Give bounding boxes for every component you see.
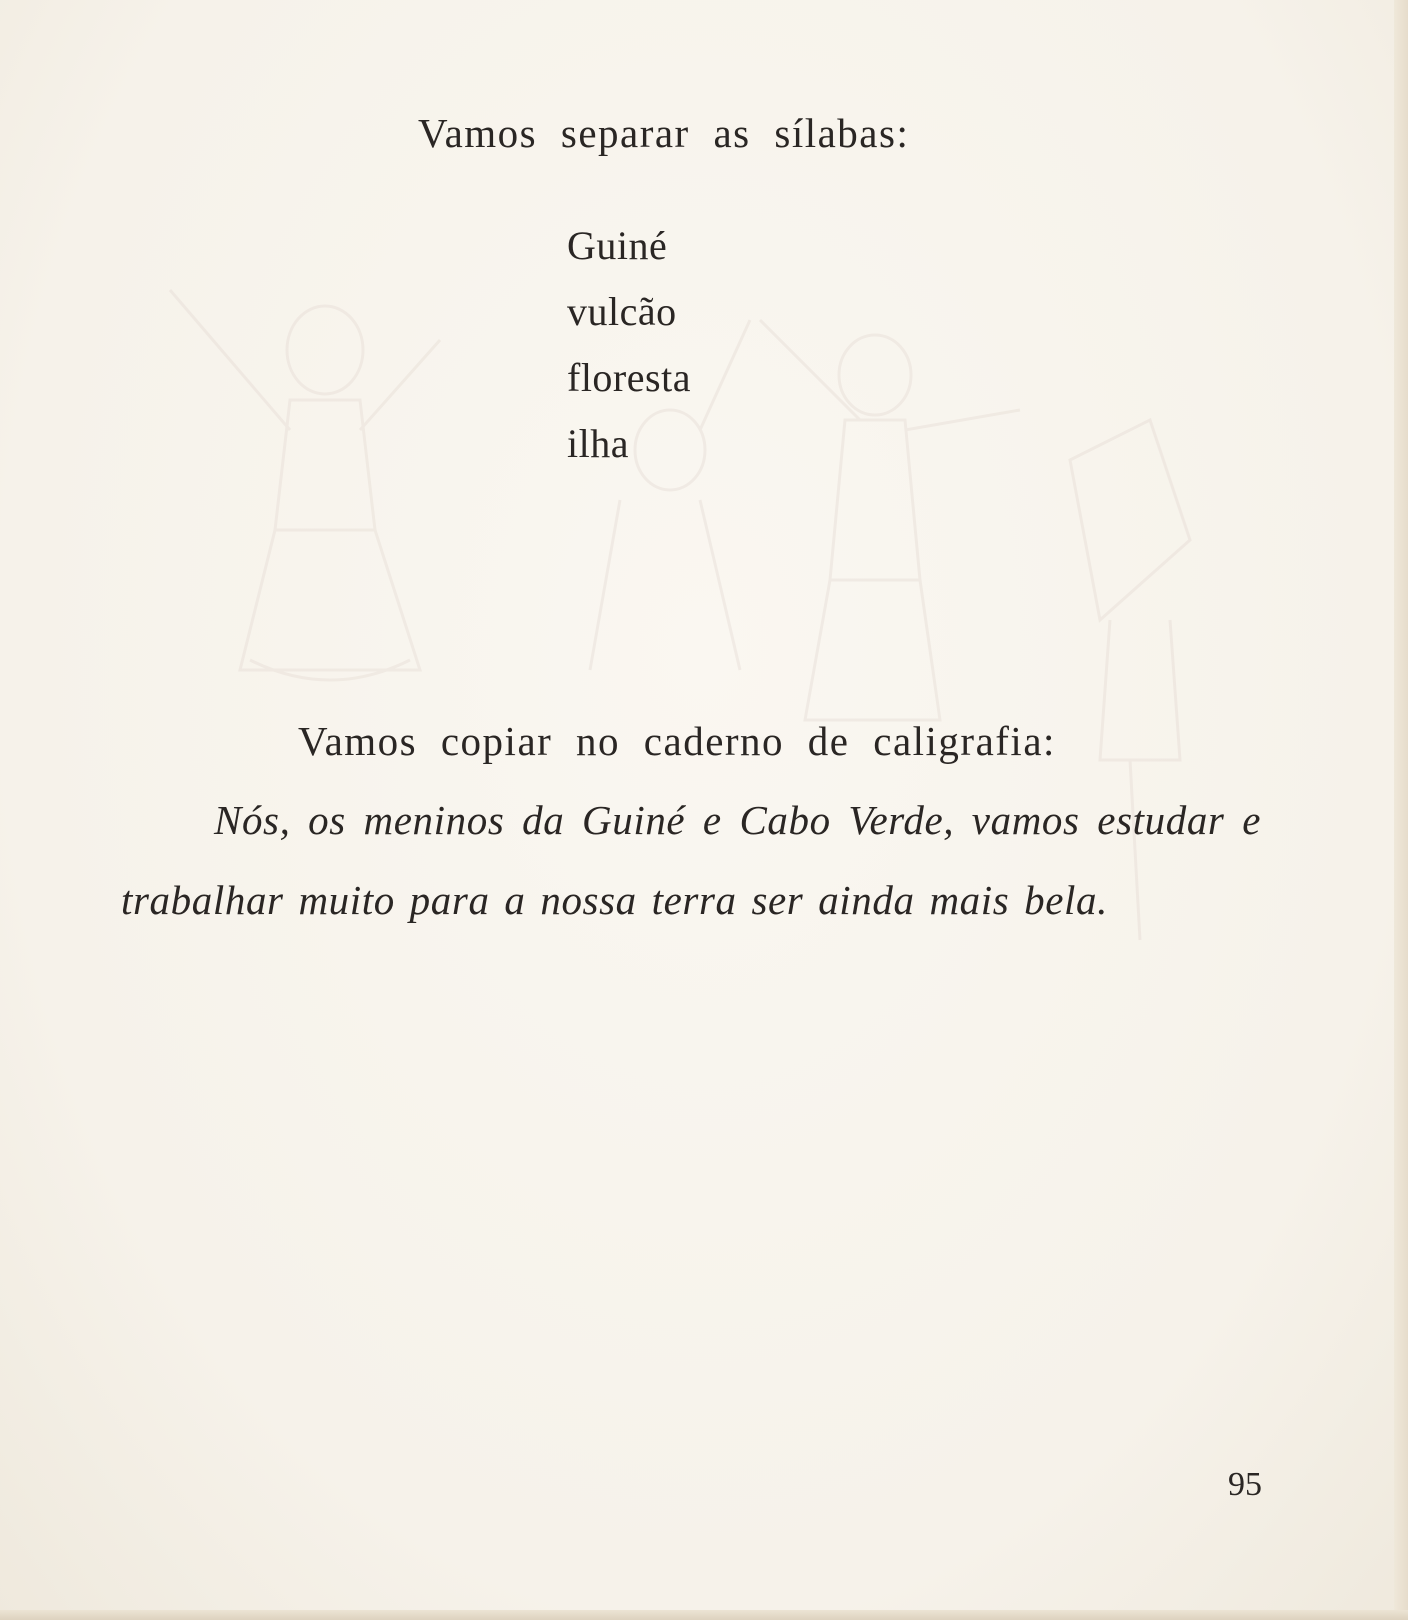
calligraphy-sentence: Nós, os meninos da Guiné e Cabo Verde, vamos estudar e trabalhar muito para a nossa terra ser ainda mais bela.	[121, 797, 1261, 923]
list-item: Guiné	[567, 223, 668, 268]
list-item: vulcão	[567, 289, 677, 334]
calligraphy-exercise-heading: Vamos copiar no caderno de caligrafia:	[298, 718, 1056, 764]
page-edge-shadow	[0, 1610, 1408, 1620]
page-edge-shadow	[1394, 0, 1408, 1620]
syllable-exercise-heading: Vamos separar as sílabas:	[418, 110, 910, 156]
list-item: floresta	[567, 355, 691, 400]
syllable-word-list	[567, 213, 691, 477]
list-item: ilha	[567, 421, 629, 466]
page-number: 95	[1228, 1466, 1262, 1503]
